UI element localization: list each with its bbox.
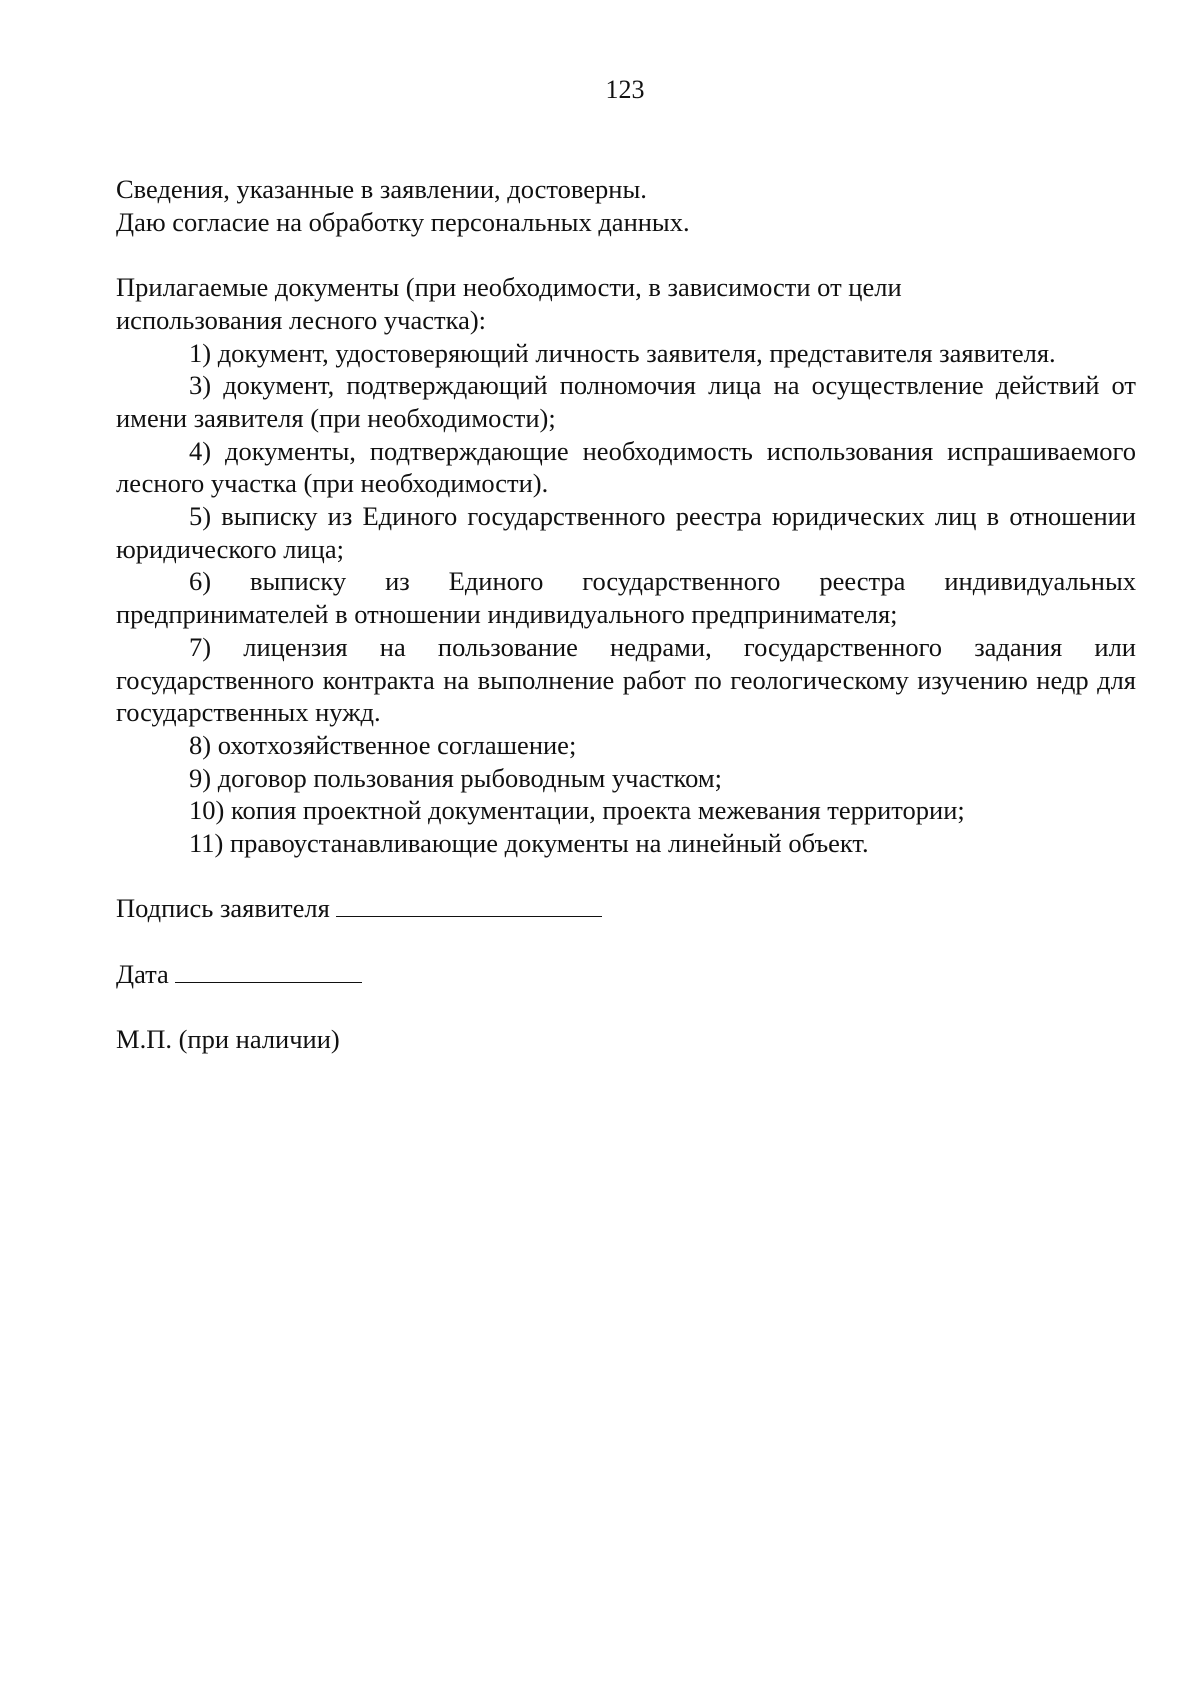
spacer — [116, 860, 1136, 893]
attachments-intro-line-1: Прилагаемые документы (при необходимости, в зависимости от цели — [116, 272, 902, 303]
attachments-list — [116, 337, 1136, 860]
statement-accuracy: Сведения, указанные в заявлении, достоверны. — [116, 174, 647, 204]
list-item: 10) копия проектной документации, проекта межевания территории; — [189, 795, 965, 826]
spacer — [116, 991, 1136, 1024]
signature-line — [336, 894, 602, 917]
signature-label: Подпись заявителя — [116, 893, 330, 924]
attachments-intro-line-2: использования лесного участка): — [116, 304, 487, 335]
list-item: 5) выписку из Единого государственного реестра юридических лиц в отношении юридического лица; — [116, 501, 1136, 564]
document-body — [116, 173, 1136, 1056]
spacer — [116, 238, 1136, 271]
list-item: 11) правоустанавливающие документы на линейный объект. — [189, 828, 869, 859]
spacer — [116, 925, 1136, 958]
list-item: 9) договор пользования рыбоводным участком; — [189, 762, 722, 793]
signature-row — [116, 892, 1136, 925]
list-item: 8) охотхозяйственное соглашение; — [189, 729, 577, 760]
list-item: 4) документы, подтверждающие необходимость использования испрашиваемого лесного участка (при необходимости). — [116, 435, 1136, 499]
list-item: 3) документ, подтверждающий полномочия лица на осуществление действий от имени заявителя (при необходимости); — [116, 370, 1136, 433]
list-item: 6) выписку из Единого государственного реестра индивидуальных предпринимателей в отношении индивидуального предпринимателя; — [116, 566, 1136, 630]
page-number: 123 — [605, 75, 645, 104]
list-item: 1) документ, удостоверяющий личность заявителя, представителя заявителя. — [189, 337, 1056, 368]
date-line — [175, 960, 362, 983]
date-label: Дата — [116, 958, 169, 989]
date-row — [116, 958, 1136, 991]
statement-consent: Даю согласие на обработку персональных данных. — [116, 206, 690, 237]
list-item: 7) лицензия на пользование недрами, государственного задания или государственного контракта на выполнение работ по геологическому изучению недр для государственных нужд. — [116, 631, 1136, 728]
stamp-label: М.П. (при наличии) — [116, 1024, 340, 1055]
